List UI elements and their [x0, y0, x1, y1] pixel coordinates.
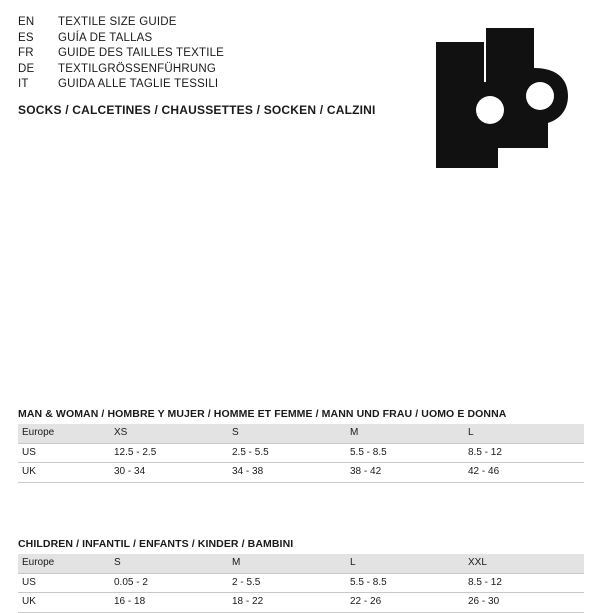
table-cell: 8.5 - 12	[464, 443, 584, 463]
table-cell: 2.5 - 5.5	[228, 443, 346, 463]
table-cell: 22 - 26	[346, 593, 464, 613]
row-label: US	[18, 443, 110, 463]
column-header: L	[346, 554, 464, 573]
language-row	[18, 63, 418, 77]
table-header-row	[18, 554, 584, 573]
table-cell: 18 - 22	[228, 593, 346, 613]
table-cell: 0.05 - 2	[110, 573, 228, 593]
language-row	[18, 47, 418, 61]
size-table-adults	[18, 424, 584, 483]
size-table-block-adults	[18, 408, 582, 483]
language-code: IT	[18, 78, 29, 91]
table-cell: 38 - 42	[346, 463, 464, 483]
language-code: ES	[18, 31, 34, 44]
table-cell: 8.5 - 12	[464, 573, 584, 593]
column-header: Europe	[18, 424, 110, 443]
socks-illustration	[408, 18, 588, 178]
column-header: M	[228, 554, 346, 573]
table-row	[18, 573, 584, 593]
table-cell: 12.5 - 2.5	[110, 443, 228, 463]
product-category-title: SOCKS / CALCETINES / CHAUSSETTES / SOCKEN / CALZINI	[18, 102, 376, 117]
table-row	[18, 593, 584, 613]
column-header: M	[346, 424, 464, 443]
header-block	[18, 16, 418, 117]
language-code: DE	[18, 62, 35, 75]
table-cell: 5.5 - 8.5	[346, 573, 464, 593]
row-label: UK	[18, 463, 110, 483]
column-header: S	[228, 424, 346, 443]
column-header: Europe	[18, 554, 110, 573]
language-text: GUIDA ALLE TAGLIE TESSILI	[58, 78, 219, 91]
table-row	[18, 463, 584, 483]
size-table-children	[18, 554, 584, 613]
row-label: UK	[18, 593, 110, 613]
table-cell: 42 - 46	[464, 463, 584, 483]
table-header-row	[18, 424, 584, 443]
table-cell: 26 - 30	[464, 593, 584, 613]
column-header: L	[464, 424, 584, 443]
table-cell: 16 - 18	[110, 593, 228, 613]
language-row	[18, 32, 418, 46]
language-row	[18, 16, 418, 30]
language-code: EN	[18, 16, 35, 28]
language-code: FR	[18, 47, 34, 60]
language-text: TEXTILE SIZE GUIDE	[58, 16, 177, 28]
row-label: US	[18, 573, 110, 593]
column-header: XS	[110, 424, 228, 443]
language-text: TEXTILGRÖSSENFÜHRUNG	[58, 62, 216, 75]
table-row	[18, 443, 584, 463]
table-title: MAN & WOMAN / HOMBRE Y MUJER / HOMME ET FEMME / MANN UND FRAU / UOMO E DONNA	[18, 408, 507, 420]
column-header: XXL	[464, 554, 584, 573]
language-text: GUIDE DES TAILLES TEXTILE	[58, 47, 225, 60]
table-cell: 5.5 - 8.5	[346, 443, 464, 463]
size-table-block-children	[18, 538, 582, 613]
language-text: GUÍA DE TALLAS	[58, 31, 153, 44]
table-cell: 30 - 34	[110, 463, 228, 483]
table-cell: 2 - 5.5	[228, 573, 346, 593]
table-cell: 34 - 38	[228, 463, 346, 483]
column-header: S	[110, 554, 228, 573]
language-row	[18, 78, 418, 92]
table-title: CHILDREN / INFANTIL / ENFANTS / KINDER / BAMBINI	[18, 538, 294, 550]
